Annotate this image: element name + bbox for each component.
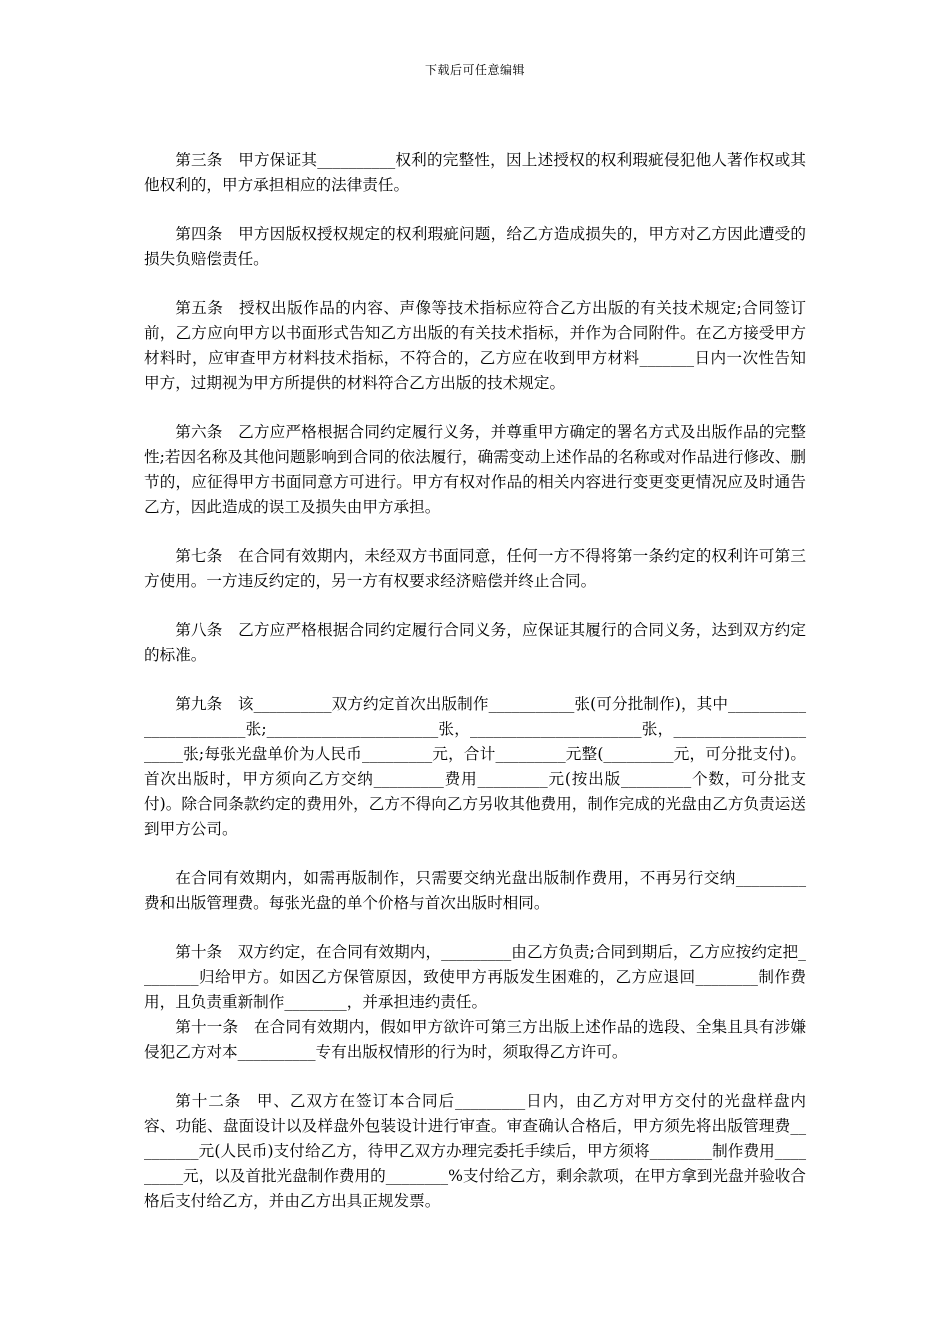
article-8: [144, 618, 806, 668]
article-10: [144, 940, 806, 1015]
article-12: [144, 1089, 806, 1214]
article-label: 第十条: [175, 943, 223, 961]
article-11: [144, 1015, 806, 1065]
article-text: 授权出版作品的内容、声像等技术指标应符合乙方出版的有关技术规定;合同签订前，乙方应向甲方以书面形式告知乙方出版的有关技术指标，并作为合同附件。在乙方接受甲方材料时，应审查甲方材料技术指标，不符合的，乙方应在收到甲方材料_______日内一次性告知甲方，过期视为甲方所提供的材料符合乙方出版的技术规定。: [144, 299, 806, 392]
article-5: [144, 296, 806, 396]
article-text: 双方约定，在合同有效期内，_________由乙方负责;合同到期后，乙方应按约定把________归给甲方。如因乙方保管原因，致使甲方再版发生困难的，乙方应退回________制作费用，且负责重新制作________，并承担违约责任。: [144, 943, 806, 1011]
article-text: 甲方保证其__________权利的完整性，因上述授权的权利瑕疵侵犯他人著作权或其他权利的，甲方承担相应的法律责任。: [144, 151, 806, 194]
contract-body: [144, 148, 806, 1238]
article-label: 第十二条: [175, 1092, 242, 1110]
article-9: [144, 692, 806, 842]
article-label: 第六条: [175, 423, 223, 441]
article-label: 第九条: [175, 695, 223, 713]
article-label: 第十一条: [175, 1018, 239, 1036]
article-text: 在合同有效期内，如需再版制作，只需要交纳光盘出版制作费用，不再另行交纳_________费和出版管理费。每张光盘的单个价格与首次出版时相同。: [144, 869, 806, 912]
article-label: 第八条: [175, 621, 223, 639]
article-label: 第三条: [175, 151, 223, 169]
article-text: 在合同有效期内，未经双方书面同意，任何一方不得将第一条约定的权利许可第三方使用。一方违反约定的，另一方有权要求经济赔偿并终止合同。: [144, 547, 806, 590]
article-4: [144, 222, 806, 272]
article-label: 第七条: [175, 547, 223, 565]
article-text: 乙方应严格根据合同约定履行合同义务，应保证其履行的合同义务，达到双方约定的标准。: [144, 621, 806, 664]
article-text: 甲方因版权授权规定的权利瑕疵问题，给乙方造成损失的，甲方对乙方因此遭受的损失负赔偿责任。: [144, 225, 806, 268]
page-header: 下载后可任意编辑: [424, 63, 525, 77]
article-7: [144, 544, 806, 594]
article-6: [144, 420, 806, 520]
article-3: [144, 148, 806, 198]
article-text: 在合同有效期内，假如甲方欲许可第三方出版上述作品的选段、全集且具有涉嫌侵犯乙方对本__________专有出版权情形的行为时，须取得乙方许可。: [144, 1018, 806, 1061]
article-text: 该__________双方约定首次出版制作___________张(可分批制作)，其中_______________________张;______________________张，______________________张，______________________张;每张光盘单价为人民币_________元，合计_________元整(_________元，可分批支付)。首次出版时，甲方须向乙方交纳_________费用_________元(按出版_________个数，可分批支付)。除合同条款约定的费用外，乙方不得向乙方另收其他费用，制作完成的光盘由乙方负责运送到甲方公司。: [144, 695, 806, 838]
article-text: 甲、乙双方在签订本合同后_________日内，由乙方对甲方交付的光盘样盘内容、功能、盘面设计以及样盘外包装设计进行审查。审查确认合格后，甲方须先将出版管理费_________元(人民币)支付给乙方，待甲乙双方办理完委托手续后，甲方须将________制作费用_________元，以及首批光盘制作费用的________%支付给乙方，剩余款项，在甲方拿到光盘并验收合格后支付给乙方，并由乙方出具正规发票。: [144, 1092, 806, 1210]
article-label: 第四条: [175, 225, 223, 243]
article-text: 乙方应严格根据合同约定履行义务，并尊重甲方确定的署名方式及出版作品的完整性;若因名称及其他问题影响到合同的依法履行，确需变动上述作品的名称或对作品进行修改、删节的，应征得甲方书面同意方可进行。甲方有权对作品的相关内容进行变更变更情况应及时通告乙方，因此造成的误工及损失由甲方承担。: [144, 423, 806, 516]
article-label: 第五条: [175, 299, 224, 317]
article-9-reprint-paragraph: [144, 866, 806, 916]
